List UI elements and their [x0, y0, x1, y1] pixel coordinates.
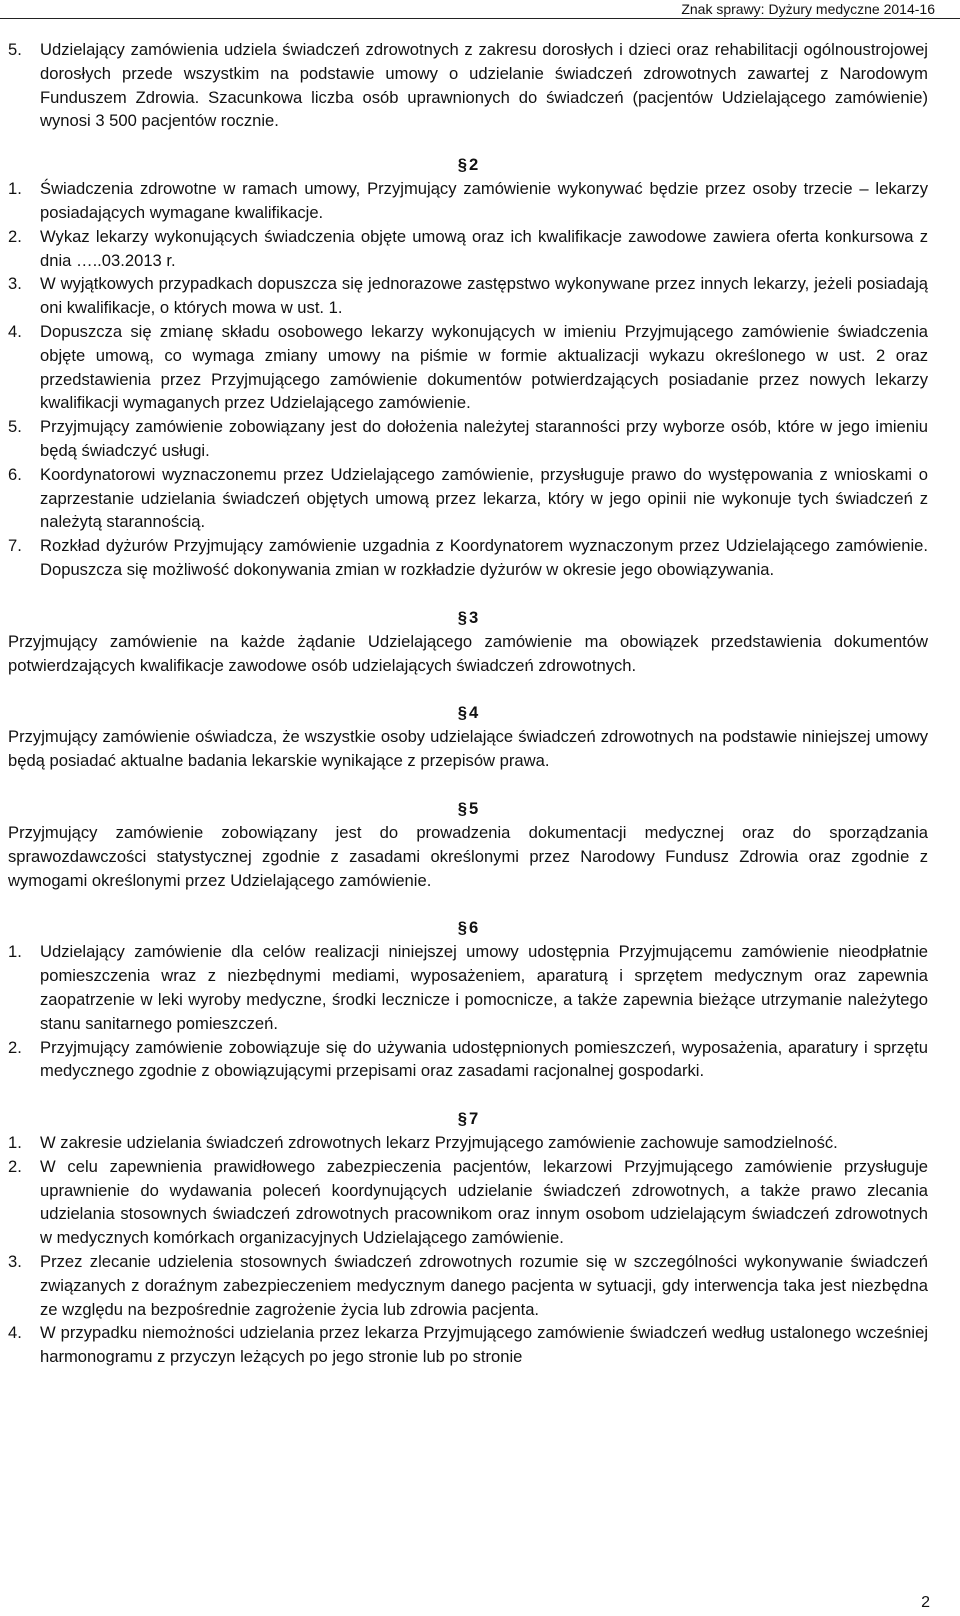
- section-number: 6: [469, 918, 479, 938]
- intro-item: [8, 38, 928, 133]
- section-symbol: §: [457, 798, 467, 818]
- section-heading: [8, 1107, 928, 1131]
- item-text: Przez zlecanie udzielenia stosownych świadczeń zdrowotnych rozumie się w szczególności wykonywanie świadczeń związanych z doraźnym zabezpieczeniem medycznym danego pacjenta w sytuacji, gdy interwencja taka jest niezbędna ze względu na bezpośrednie zagrożenie życia lub zdrowia pacjenta.: [40, 1252, 928, 1319]
- section-symbol: §: [457, 703, 467, 723]
- section-number: 5: [469, 798, 479, 818]
- item-number: 7.: [8, 536, 22, 556]
- item-text: Udzielający zamówienie dla celów realizacji niniejszej umowy udostępnia Przyjmującemu zamówienie nieodpłatnie pomieszczenia wraz z niezbędnymi mediami, wyposażeniem, aparaturą i sprzętem medycznym oraz zapewnia zaopatrzenie w leki wyroby medyczne, środki lecznicze i pomocnicze, a także zapewnia bieżące utrzymanie należytego stanu sanitarnego pomieszczeń.: [40, 942, 928, 1033]
- item-number: 1.: [8, 942, 22, 962]
- section-number: 3: [469, 607, 479, 627]
- list-item: [8, 415, 928, 463]
- list-item: [8, 534, 928, 582]
- item-text: Wykaz lekarzy wykonujących świadczenia objęte umową oraz ich kwalifikacje zawodowe zawiera oferta konkursowa z dnia …..03.2013 r.: [40, 226, 928, 270]
- item-number: 5.: [8, 40, 22, 59]
- item-number: 3.: [8, 274, 22, 294]
- section-paragraph: Przyjmujący zamówienie oświadcza, że wszystkie osoby udzielające świadczeń zdrowotnych na podstawie niniejszej umowy będą posiadać aktualne badania lekarskie wynikające z przepisów prawa.: [8, 727, 928, 771]
- item-number: 2.: [8, 1037, 22, 1057]
- list-item: [8, 463, 928, 534]
- item-text: Przyjmujący zamówienie zobowiązany jest do dołożenia należytej staranności przy wyborze osób, które w jego imieniu będą świadczyć usługi.: [40, 417, 928, 460]
- item-number: 2.: [8, 1156, 22, 1176]
- section-symbol: §: [457, 918, 467, 938]
- item-text: Dopuszcza się zmianę składu osobowego lekarzy wykonujących w imieniu Przyjmującego zamówienie świadczenia objęte umową, co wymaga zmiany umowy na piśmie w formie aktualizacji wykazu określonego w ust. 2 oraz przedstawienia przez Przyjmującego zamówienie dokumentów potwierdzających posiadanie przez nowych lekarzy kwalifikacji wymaganych przez Udzielającego zamówienie.: [40, 321, 928, 413]
- section-number: 7: [469, 1109, 479, 1129]
- list-item: [8, 1131, 928, 1155]
- item-number: 1.: [8, 179, 22, 199]
- document-body: [8, 38, 928, 1369]
- item-number: 5.: [8, 417, 22, 437]
- page-header: [0, 0, 960, 19]
- list-item: [8, 1250, 928, 1321]
- section-symbol: §: [457, 1109, 467, 1129]
- list-item: [8, 1036, 928, 1084]
- section-symbol: §: [457, 155, 467, 175]
- sections-container: [8, 153, 928, 1369]
- section-heading: [8, 916, 928, 940]
- item-number: 3.: [8, 1252, 22, 1272]
- item-number: 1.: [8, 1133, 22, 1153]
- item-number: 4.: [8, 321, 22, 341]
- page-number: 2: [921, 1594, 930, 1611]
- item-text: W zakresie udzielania świadczeń zdrowotnych lekarz Przyjmującego zamówienie zachowuje samodzielność.: [40, 1133, 838, 1153]
- list-item: [8, 225, 928, 273]
- item-number: 2.: [8, 226, 22, 246]
- section-heading: [8, 153, 928, 177]
- item-number: 6.: [8, 464, 22, 484]
- item-text: Rozkład dyżurów Przyjmujący zamówienie uzgadnia z Koordynatorem wyznaczonym przez Udzielającego zamówienie. Dopuszcza się możliwość dokonywania zmian w rozkładzie dyżurów w okresie jego obowiązywania.: [40, 536, 928, 579]
- section-paragraph: Przyjmujący zamówienie zobowiązany jest do prowadzenia dokumentacji medycznej oraz do sporządzania sprawozdawczości statystycznej zgodnie z zasadami określonymi przez Narodowy Fundusz Zdrowia oraz zgodnie z wymogami określonymi przez Udzielającego zamówienie.: [8, 822, 928, 890]
- section-heading: [8, 701, 928, 725]
- section-heading: [8, 797, 928, 821]
- item-text: Przyjmujący zamówienie zobowiązuje się do używania udostępnionych pomieszczeń, wyposażenia, aparatury i sprzętu medycznego zgodnie z obowiązującymi przepisami oraz zasadami racjonalnej gospodarki.: [40, 1037, 928, 1081]
- list-item: [8, 320, 928, 415]
- list-item: [8, 1155, 928, 1250]
- case-reference: Znak sprawy: Dyżury medyczne 2014-16: [681, 1, 935, 17]
- item-text: W przypadku niemożności udzielania przez lekarza Przyjmującego zamówienie świadczeń według ustalonego wcześniej harmonogramu z przyczyn leżących po jego stronie lub po stronie: [40, 1323, 928, 1367]
- list-item: [8, 272, 928, 320]
- section-symbol: §: [457, 607, 467, 627]
- list-item: [8, 940, 928, 1035]
- list-item: [8, 1321, 928, 1369]
- item-text: W wyjątkowych przypadkach dopuszcza się jednorazowe zastępstwo wykonywane przez innych lekarzy, jeżeli posiadają oni kwalifikacje, o których mowa w ust. 1.: [40, 274, 928, 318]
- item-text: Świadczenia zdrowotne w ramach umowy, Przyjmujący zamówienie wykonywać będzie przez osoby trzecie – lekarzy posiadających wymagane kwalifikacje.: [40, 179, 928, 222]
- section-number: 2: [469, 155, 479, 175]
- item-number: 4.: [8, 1323, 22, 1343]
- item-text: Udzielający zamówienia udziela świadczeń zdrowotnych z zakresu dorosłych i dzieci oraz rehabilitacji ogólnoustrojowej dorosłych przede wszystkim na podstawie umowy o udzielanie świadczeń zdrowotnych zawartej z Narodowym Funduszem Zdrowia. Szacunkowa liczba osób uprawnionych do świadczeń (pacjentów Udzielającego zamówienie) wynosi 3 500 pacjentów rocznie.: [40, 40, 928, 131]
- section-paragraph: Przyjmujący zamówienie na każde żądanie Udzielającego zamówienie ma obowiązek przedstawienia dokumentów potwierdzających kwalifikacje zawodowe osób udzielających świadczeń zdrowotnych.: [8, 631, 928, 675]
- item-text: Koordynatorowi wyznaczonemu przez Udzielającego zamówienie, przysługuje prawo do występowania z wnioskami o zaprzestanie udzielania świadczeń objętych umową przez lekarza, który w jego opinii nie wykonuje tych świadczeń z należytą starannością.: [40, 464, 928, 532]
- list-item: [8, 177, 928, 225]
- item-text: W celu zapewnienia prawidłowego zabezpieczenia pacjentów, lekarzowi Przyjmującego zamówienie przysługuje uprawnienie do wydawania poleceń koordynujących udzielanie świadczeń zdrowotnych, a także prawo zlecania udzielania stosownych świadczeń zdrowotnych pracownikom oraz innym osobom udzielającym świadczeń zdrowotnych w medycznych komórkach organizacyjnych Udzielającego zamówienie.: [40, 1156, 928, 1248]
- section-number: 4: [469, 703, 479, 723]
- section-heading: [8, 606, 928, 630]
